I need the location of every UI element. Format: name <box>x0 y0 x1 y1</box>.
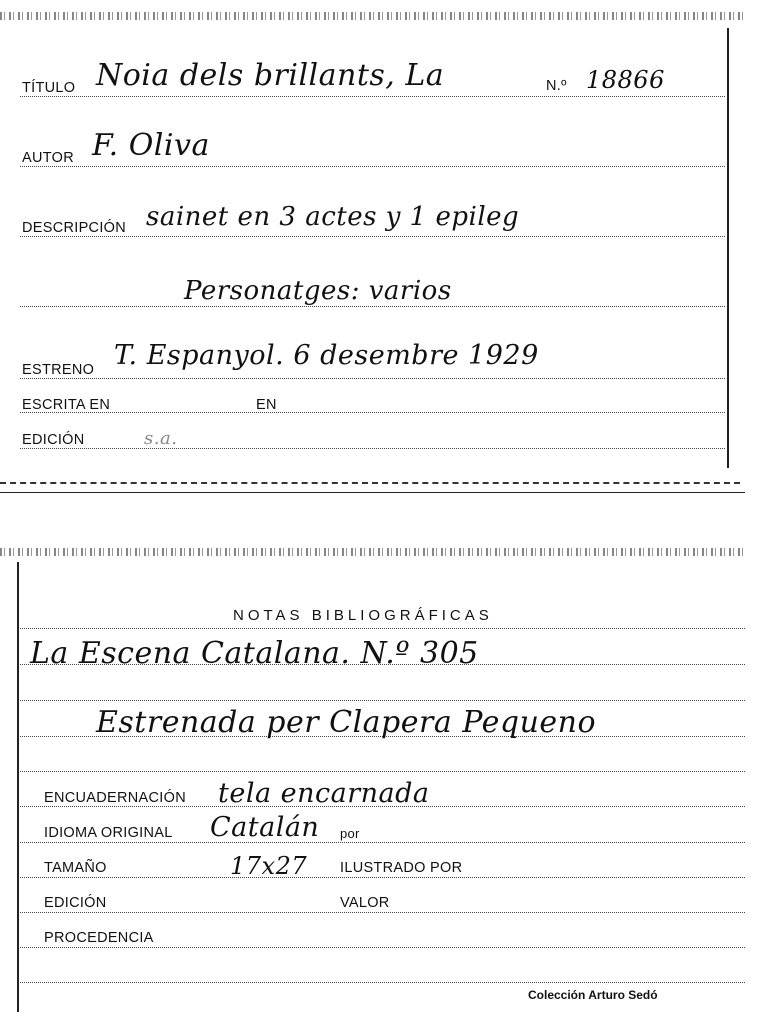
rule-line <box>20 842 745 843</box>
edicion-label: EDICIÓN <box>22 432 85 448</box>
estreno-label: ESTRENO <box>22 362 95 378</box>
procedencia-label: PROCEDENCIA <box>44 930 154 946</box>
rule-line <box>20 166 725 167</box>
rule-line <box>20 877 745 878</box>
idioma-label: IDIOMA ORIGINAL <box>44 825 173 841</box>
rule-line <box>20 96 725 97</box>
rule-line <box>20 412 725 413</box>
nota-1: La Escena Catalana. N.º 305 <box>30 636 479 671</box>
rule-line <box>20 771 745 772</box>
descripcion-label: DESCRIPCIÓN <box>22 220 127 236</box>
encuadernacion-value: tela encarnada <box>218 778 430 809</box>
rule-line <box>20 912 745 913</box>
notas-heading: NOTAS BIBLIOGRÁFICAS <box>233 607 493 624</box>
collection-footer: Colección Arturo Sedó <box>528 988 658 1002</box>
autor-value: F. Oliva <box>92 128 210 163</box>
ilustrado-label: ILUSTRADO POR <box>340 860 463 876</box>
titulo-label: TÍTULO <box>22 80 76 96</box>
estreno-value: T. Espanyol. 6 desembre 1929 <box>114 340 539 371</box>
bottom-card-torn-edge <box>0 548 745 556</box>
valor-label: VALOR <box>340 895 390 911</box>
autor-label: AUTOR <box>22 150 74 166</box>
nota-2: Estrenada per Clapera Pequeno <box>96 705 597 740</box>
rule-line <box>20 982 745 983</box>
bottom-card-left-border <box>17 562 19 1012</box>
descripcion-value: sainet en 3 actes y 1 epileg <box>146 202 520 232</box>
titulo-value: Noia dels brillants, La <box>96 58 445 93</box>
rule-line <box>20 947 745 948</box>
en-label: EN <box>256 397 277 413</box>
numero-label: N.º <box>546 78 567 94</box>
descripcion-value-2: Personatges: varios <box>184 276 452 306</box>
top-card-bottom-dash <box>0 482 740 484</box>
tamano-label: TAMAÑO <box>44 860 107 876</box>
rule-line <box>20 236 725 237</box>
rule-line <box>20 628 745 629</box>
edicion-label-bottom: EDICIÓN <box>44 895 107 911</box>
escrita-en-label: ESCRITA EN <box>22 397 111 413</box>
card-separator <box>0 492 745 493</box>
tamano-value: 17x27 <box>230 852 308 880</box>
encuadernacion-label: ENCUADERNACIÓN <box>44 790 186 806</box>
edicion-value: s.a. <box>144 428 178 449</box>
top-card-right-border <box>727 28 729 468</box>
idioma-value: Catalán <box>210 812 320 843</box>
rule-line <box>20 448 725 449</box>
top-card-torn-edge <box>0 12 745 20</box>
rule-line <box>20 306 725 307</box>
numero-value: 18866 <box>586 66 665 94</box>
por-label: por <box>340 826 360 841</box>
rule-line <box>20 378 725 379</box>
rule-line <box>20 700 745 701</box>
